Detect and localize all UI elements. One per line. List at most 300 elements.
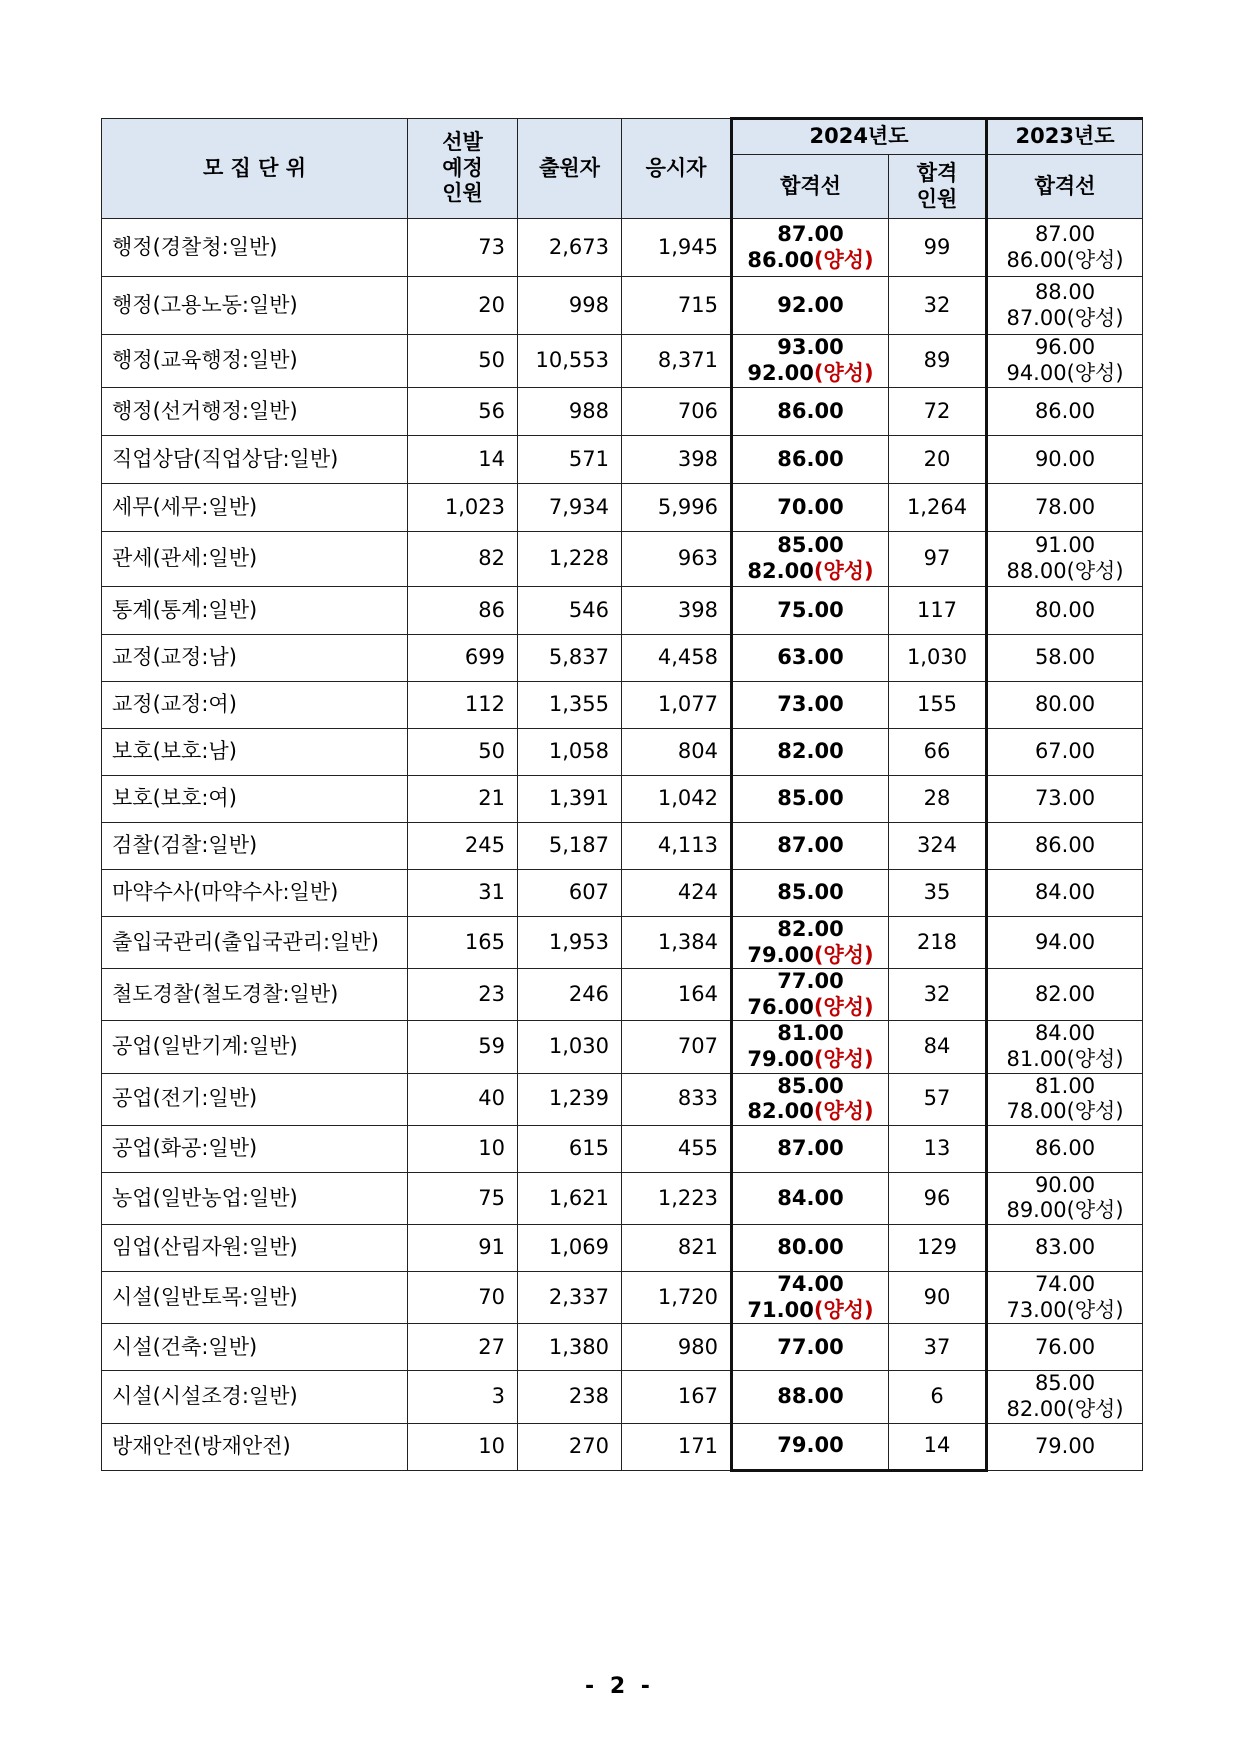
cutoff-2024 bbox=[732, 917, 889, 969]
planned-count: 23 bbox=[408, 969, 518, 1021]
unit-name: 공업(화공:일반) bbox=[102, 1125, 408, 1172]
results-table-container bbox=[101, 117, 1142, 1472]
table-row bbox=[102, 969, 1143, 1021]
cutoff-2024-value: 93.00 bbox=[777, 335, 844, 360]
results-table bbox=[101, 117, 1143, 1472]
planned-count: 73 bbox=[408, 219, 518, 277]
cutoff-2023-value: 79.00 bbox=[1034, 1433, 1096, 1458]
passers-2024: 96 bbox=[889, 1172, 987, 1224]
takers-count: 398 bbox=[622, 587, 732, 635]
cutoff-2024-gender-score: 82.00 bbox=[747, 559, 814, 583]
passers-2024: 32 bbox=[889, 969, 987, 1021]
table-row bbox=[102, 1324, 1143, 1371]
cutoff-2024 bbox=[732, 823, 889, 870]
cutoff-2023-gender-value: 88.00(양성) bbox=[1006, 559, 1124, 583]
gender-balance-tag: (양성) bbox=[813, 1047, 874, 1072]
unit-name: 농업(일반농업:일반) bbox=[102, 1172, 408, 1224]
cutoff-2023-value: 80.00 bbox=[1034, 692, 1096, 717]
passers-2024: 129 bbox=[889, 1225, 987, 1272]
cutoff-2024 bbox=[732, 870, 889, 917]
cutoff-2023 bbox=[987, 335, 1143, 388]
cutoff-2023-value: 90.00 bbox=[1034, 446, 1096, 471]
cutoff-2023 bbox=[987, 1324, 1143, 1371]
takers-count: 1,223 bbox=[622, 1172, 732, 1224]
unit-name: 행정(경찰청:일반) bbox=[102, 219, 408, 277]
cutoff-2023-value: 84.00 bbox=[1034, 880, 1096, 905]
cutoff-2023-value: 96.00 bbox=[1034, 335, 1096, 360]
cutoff-2023-value: 58.00 bbox=[1034, 645, 1096, 670]
unit-name: 보호(보호:남) bbox=[102, 729, 408, 776]
table-row bbox=[102, 635, 1143, 682]
unit-name: 행정(교육행정:일반) bbox=[102, 335, 408, 388]
cutoff-2023-value: 76.00 bbox=[1034, 1334, 1096, 1359]
applicants-count: 5,187 bbox=[518, 823, 622, 870]
cutoff-2024-gender-score: 71.00 bbox=[747, 1297, 814, 1322]
passers-2024: 99 bbox=[889, 219, 987, 277]
table-row bbox=[102, 219, 1143, 277]
cutoff-2024-value: 80.00 bbox=[777, 1235, 844, 1260]
unit-name: 방재안전(방재안전) bbox=[102, 1423, 408, 1470]
planned-count: 31 bbox=[408, 870, 518, 917]
planned-count: 14 bbox=[408, 436, 518, 484]
cutoff-2024-value: 85.00 bbox=[777, 786, 844, 811]
cutoff-2023 bbox=[987, 776, 1143, 823]
cutoff-2023 bbox=[987, 870, 1143, 917]
cutoff-2024 bbox=[732, 969, 889, 1021]
applicants-count: 238 bbox=[518, 1371, 622, 1423]
applicants-count: 7,934 bbox=[518, 484, 622, 532]
cutoff-2023 bbox=[987, 1125, 1143, 1172]
passers-2024: 89 bbox=[889, 335, 987, 388]
cutoff-2024-value: 75.00 bbox=[777, 597, 844, 622]
gender-balance-tag: (양성) bbox=[813, 1297, 874, 1322]
cutoff-2023-value: 73.00 bbox=[1034, 786, 1096, 811]
cutoff-2023 bbox=[987, 1272, 1143, 1324]
gender-balance-tag: (양성) bbox=[813, 942, 874, 967]
takers-count: 455 bbox=[622, 1125, 732, 1172]
header-planned-line-2: 예정 bbox=[442, 155, 483, 180]
cutoff-2024-value: 63.00 bbox=[777, 645, 844, 670]
unit-name: 임업(산림자원:일반) bbox=[102, 1225, 408, 1272]
cutoff-2024-gender-value bbox=[733, 943, 888, 969]
unit-name: 직업상담(직업상담:일반) bbox=[102, 436, 408, 484]
cutoff-2024-gender-score: 82.00 bbox=[747, 1099, 814, 1124]
passers-2024: 84 bbox=[889, 1021, 987, 1073]
cutoff-2023-value: 83.00 bbox=[1034, 1235, 1096, 1260]
table-body bbox=[102, 219, 1143, 1471]
applicants-count: 1,953 bbox=[518, 917, 622, 969]
cutoff-2023 bbox=[987, 917, 1143, 969]
takers-count: 5,996 bbox=[622, 484, 732, 532]
planned-count: 56 bbox=[408, 388, 518, 436]
unit-name: 시설(시설조경:일반) bbox=[102, 1371, 408, 1423]
cutoff-2024 bbox=[732, 1423, 889, 1470]
cutoff-2023 bbox=[987, 1371, 1143, 1423]
table-row bbox=[102, 870, 1143, 917]
table-header bbox=[102, 119, 1143, 219]
passers-2024: 72 bbox=[889, 388, 987, 436]
header-takers: 응시자 bbox=[622, 119, 732, 219]
table-row bbox=[102, 1073, 1143, 1125]
cutoff-2024 bbox=[732, 532, 889, 587]
planned-count: 20 bbox=[408, 277, 518, 335]
cutoff-2023-value: 94.00 bbox=[1034, 929, 1096, 954]
cutoff-2024 bbox=[732, 1172, 889, 1224]
planned-count: 86 bbox=[408, 587, 518, 635]
passers-2024: 14 bbox=[889, 1423, 987, 1470]
table-row bbox=[102, 1423, 1143, 1470]
planned-count: 165 bbox=[408, 917, 518, 969]
applicants-count: 1,621 bbox=[518, 1172, 622, 1224]
cutoff-2024 bbox=[732, 335, 889, 388]
planned-count: 3 bbox=[408, 1371, 518, 1423]
header-year-2024: 2024년도 bbox=[732, 119, 987, 155]
table-row bbox=[102, 277, 1143, 335]
cutoff-2023 bbox=[987, 635, 1143, 682]
planned-count: 50 bbox=[408, 335, 518, 388]
passers-2024: 13 bbox=[889, 1125, 987, 1172]
takers-count: 963 bbox=[622, 532, 732, 587]
table-row bbox=[102, 532, 1143, 587]
cutoff-2024-value: 84.00 bbox=[777, 1185, 844, 1210]
unit-name: 철도경찰(철도경찰:일반) bbox=[102, 969, 408, 1021]
table-row bbox=[102, 484, 1143, 532]
cutoff-2024-gender-value bbox=[733, 1047, 888, 1073]
passers-2024: 324 bbox=[889, 823, 987, 870]
cutoff-2024-gender-score: 86.00 bbox=[747, 247, 814, 272]
cutoff-2023-value: 86.00 bbox=[1034, 398, 1096, 423]
applicants-count: 270 bbox=[518, 1423, 622, 1470]
table-row bbox=[102, 1125, 1143, 1172]
cutoff-2023 bbox=[987, 969, 1143, 1021]
cutoff-2024-value: 92.00 bbox=[777, 292, 844, 317]
takers-count: 980 bbox=[622, 1324, 732, 1371]
applicants-count: 607 bbox=[518, 870, 622, 917]
gender-balance-tag: (양성) bbox=[813, 559, 874, 583]
applicants-count: 1,391 bbox=[518, 776, 622, 823]
cutoff-2023 bbox=[987, 388, 1143, 436]
unit-name: 공업(전기:일반) bbox=[102, 1073, 408, 1125]
header-planned-line-1: 선발 bbox=[442, 130, 483, 155]
planned-count: 21 bbox=[408, 776, 518, 823]
applicants-count: 615 bbox=[518, 1125, 622, 1172]
unit-name: 시설(일반토목:일반) bbox=[102, 1272, 408, 1324]
cutoff-2023-gender-value: 94.00(양성) bbox=[1006, 361, 1124, 385]
passers-2024: 117 bbox=[889, 587, 987, 635]
cutoff-2024-value: 86.00 bbox=[777, 398, 844, 423]
cutoff-2024-value: 85.00 bbox=[777, 880, 844, 905]
applicants-count: 998 bbox=[518, 277, 622, 335]
header-planned-line-3: 인원 bbox=[442, 181, 483, 206]
planned-count: 1,023 bbox=[408, 484, 518, 532]
table-row bbox=[102, 729, 1143, 776]
applicants-count: 1,239 bbox=[518, 1073, 622, 1125]
cutoff-2023-gender-value: 73.00(양성) bbox=[1006, 1297, 1124, 1322]
planned-count: 82 bbox=[408, 532, 518, 587]
takers-count: 8,371 bbox=[622, 335, 732, 388]
unit-name: 행정(선거행정:일반) bbox=[102, 388, 408, 436]
planned-count: 70 bbox=[408, 1272, 518, 1324]
takers-count: 4,458 bbox=[622, 635, 732, 682]
cutoff-2023 bbox=[987, 682, 1143, 729]
header-cutoff-2023: 합격선 bbox=[987, 155, 1143, 219]
unit-name: 검찰(검찰:일반) bbox=[102, 823, 408, 870]
takers-count: 398 bbox=[622, 436, 732, 484]
unit-name: 시설(건축:일반) bbox=[102, 1324, 408, 1371]
unit-name: 공업(일반기계:일반) bbox=[102, 1021, 408, 1073]
header-unit: 모 집 단 위 bbox=[102, 119, 408, 219]
cutoff-2024 bbox=[732, 277, 889, 335]
cutoff-2024-value: 85.00 bbox=[777, 1073, 844, 1098]
takers-count: 171 bbox=[622, 1423, 732, 1470]
unit-name: 통계(통계:일반) bbox=[102, 587, 408, 635]
cutoff-2023 bbox=[987, 729, 1143, 776]
takers-count: 833 bbox=[622, 1073, 732, 1125]
takers-count: 1,042 bbox=[622, 776, 732, 823]
cutoff-2023-value: 82.00 bbox=[1034, 982, 1096, 1007]
cutoff-2024-gender-score: 79.00 bbox=[747, 1047, 814, 1072]
cutoff-2023-gender-value: 87.00(양성) bbox=[1006, 305, 1124, 330]
takers-count: 424 bbox=[622, 870, 732, 917]
planned-count: 40 bbox=[408, 1073, 518, 1125]
cutoff-2023-value: 85.00 bbox=[1034, 1371, 1096, 1396]
cutoff-2024-gender-value bbox=[733, 361, 888, 387]
applicants-count: 571 bbox=[518, 436, 622, 484]
cutoff-2023 bbox=[987, 1021, 1143, 1073]
header-year-2023: 2023년도 bbox=[987, 119, 1143, 155]
cutoff-2024 bbox=[732, 1272, 889, 1324]
cutoff-2023-value: 90.00 bbox=[1034, 1172, 1096, 1197]
cutoff-2023 bbox=[987, 1225, 1143, 1272]
planned-count: 75 bbox=[408, 1172, 518, 1224]
table-row bbox=[102, 776, 1143, 823]
takers-count: 164 bbox=[622, 969, 732, 1021]
passers-2024: 155 bbox=[889, 682, 987, 729]
cutoff-2023 bbox=[987, 1073, 1143, 1125]
takers-count: 707 bbox=[622, 1021, 732, 1073]
passers-2024: 97 bbox=[889, 532, 987, 587]
cutoff-2023-gender-value: 86.00(양성) bbox=[1006, 247, 1124, 272]
header-applicants: 출원자 bbox=[518, 119, 622, 219]
cutoff-2023-gender-value: 81.00(양성) bbox=[1006, 1047, 1124, 1072]
cutoff-2023 bbox=[987, 436, 1143, 484]
cutoff-2024 bbox=[732, 436, 889, 484]
unit-name: 관세(관세:일반) bbox=[102, 532, 408, 587]
cutoff-2024-gender-value bbox=[733, 559, 888, 585]
takers-count: 4,113 bbox=[622, 823, 732, 870]
cutoff-2023-value: 80.00 bbox=[1034, 597, 1096, 622]
cutoff-2023 bbox=[987, 823, 1143, 870]
planned-count: 699 bbox=[408, 635, 518, 682]
passers-2024: 35 bbox=[889, 870, 987, 917]
cutoff-2024-value: 87.00 bbox=[777, 221, 844, 246]
cutoff-2024-value: 87.00 bbox=[777, 1136, 844, 1161]
planned-count: 112 bbox=[408, 682, 518, 729]
table-row bbox=[102, 388, 1143, 436]
cutoff-2023-value: 86.00 bbox=[1034, 1136, 1096, 1161]
passers-2024: 20 bbox=[889, 436, 987, 484]
cutoff-2023 bbox=[987, 1172, 1143, 1224]
passers-2024: 37 bbox=[889, 1324, 987, 1371]
applicants-count: 246 bbox=[518, 969, 622, 1021]
applicants-count: 1,030 bbox=[518, 1021, 622, 1073]
cutoff-2024 bbox=[732, 484, 889, 532]
cutoff-2023 bbox=[987, 1423, 1143, 1470]
cutoff-2024-value: 81.00 bbox=[777, 1021, 844, 1046]
cutoff-2024 bbox=[732, 1021, 889, 1073]
cutoff-2024 bbox=[732, 1125, 889, 1172]
cutoff-2024-value: 82.00 bbox=[777, 917, 844, 941]
passers-2024: 66 bbox=[889, 729, 987, 776]
cutoff-2024-value: 77.00 bbox=[777, 969, 844, 994]
applicants-count: 988 bbox=[518, 388, 622, 436]
cutoff-2024-value: 73.00 bbox=[777, 692, 844, 717]
takers-count: 1,384 bbox=[622, 917, 732, 969]
cutoff-2024-gender-value bbox=[733, 1099, 888, 1125]
table-row bbox=[102, 682, 1143, 729]
passers-2024: 6 bbox=[889, 1371, 987, 1423]
applicants-count: 2,337 bbox=[518, 1272, 622, 1324]
table-row bbox=[102, 1225, 1143, 1272]
cutoff-2023 bbox=[987, 219, 1143, 277]
gender-balance-tag: (양성) bbox=[813, 994, 874, 1019]
cutoff-2024-gender-score: 79.00 bbox=[747, 942, 814, 967]
passers-2024: 32 bbox=[889, 277, 987, 335]
applicants-count: 1,380 bbox=[518, 1324, 622, 1371]
applicants-count: 1,058 bbox=[518, 729, 622, 776]
unit-name: 마약수사(마약수사:일반) bbox=[102, 870, 408, 917]
header-passers-line-2: 인원 bbox=[916, 186, 958, 211]
takers-count: 1,077 bbox=[622, 682, 732, 729]
table-row bbox=[102, 1371, 1143, 1423]
cutoff-2024-value: 79.00 bbox=[777, 1433, 844, 1458]
planned-count: 91 bbox=[408, 1225, 518, 1272]
passers-2024: 28 bbox=[889, 776, 987, 823]
cutoff-2023-value: 74.00 bbox=[1034, 1272, 1096, 1297]
takers-count: 715 bbox=[622, 277, 732, 335]
takers-count: 1,720 bbox=[622, 1272, 732, 1324]
cutoff-2023-value: 87.00 bbox=[1034, 221, 1096, 246]
unit-name: 보호(보호:여) bbox=[102, 776, 408, 823]
planned-count: 10 bbox=[408, 1125, 518, 1172]
applicants-count: 10,553 bbox=[518, 335, 622, 388]
table-row bbox=[102, 1172, 1143, 1224]
cutoff-2023-gender-value: 78.00(양성) bbox=[1006, 1099, 1124, 1124]
planned-count: 27 bbox=[408, 1324, 518, 1371]
applicants-count: 1,228 bbox=[518, 532, 622, 587]
gender-balance-tag: (양성) bbox=[813, 361, 874, 385]
takers-count: 167 bbox=[622, 1371, 732, 1423]
planned-count: 10 bbox=[408, 1423, 518, 1470]
cutoff-2024-value: 88.00 bbox=[777, 1384, 844, 1409]
cutoff-2024 bbox=[732, 587, 889, 635]
planned-count: 59 bbox=[408, 1021, 518, 1073]
cutoff-2024 bbox=[732, 776, 889, 823]
planned-count: 50 bbox=[408, 729, 518, 776]
applicants-count: 546 bbox=[518, 587, 622, 635]
cutoff-2023 bbox=[987, 532, 1143, 587]
header-passers-2024 bbox=[889, 155, 987, 219]
table-row bbox=[102, 1272, 1143, 1324]
cutoff-2023-value: 78.00 bbox=[1034, 494, 1096, 519]
takers-count: 804 bbox=[622, 729, 732, 776]
gender-balance-tag: (양성) bbox=[813, 247, 874, 272]
page-number: - 2 - bbox=[585, 1674, 654, 1699]
applicants-count: 1,069 bbox=[518, 1225, 622, 1272]
passers-2024: 57 bbox=[889, 1073, 987, 1125]
cutoff-2023-value: 84.00 bbox=[1034, 1021, 1096, 1046]
applicants-count: 2,673 bbox=[518, 219, 622, 277]
takers-count: 821 bbox=[622, 1225, 732, 1272]
cutoff-2024-gender-score: 92.00 bbox=[747, 361, 814, 385]
table-row bbox=[102, 1021, 1143, 1073]
cutoff-2024-value: 82.00 bbox=[777, 739, 844, 764]
takers-count: 1,945 bbox=[622, 219, 732, 277]
cutoff-2024-gender-value bbox=[733, 995, 888, 1021]
cutoff-2024-value: 77.00 bbox=[777, 1334, 844, 1359]
unit-name: 교정(교정:남) bbox=[102, 635, 408, 682]
passers-2024: 1,030 bbox=[889, 635, 987, 682]
cutoff-2023-value: 67.00 bbox=[1034, 739, 1096, 764]
cutoff-2024 bbox=[732, 729, 889, 776]
unit-name: 교정(교정:여) bbox=[102, 682, 408, 729]
table-row bbox=[102, 917, 1143, 969]
cutoff-2024 bbox=[732, 1225, 889, 1272]
header-passers-line-1: 합격 bbox=[916, 160, 958, 185]
planned-count: 245 bbox=[408, 823, 518, 870]
unit-name: 행정(고용노동:일반) bbox=[102, 277, 408, 335]
cutoff-2024-value: 70.00 bbox=[777, 494, 844, 519]
takers-count: 706 bbox=[622, 388, 732, 436]
header-cutoff-2024: 합격선 bbox=[732, 155, 889, 219]
applicants-count: 1,355 bbox=[518, 682, 622, 729]
passers-2024: 218 bbox=[889, 917, 987, 969]
cutoff-2024-value: 85.00 bbox=[777, 533, 844, 558]
cutoff-2024 bbox=[732, 1324, 889, 1371]
cutoff-2024 bbox=[732, 1371, 889, 1423]
cutoff-2023 bbox=[987, 277, 1143, 335]
cutoff-2023-value: 86.00 bbox=[1034, 833, 1096, 858]
cutoff-2024 bbox=[732, 682, 889, 729]
cutoff-2024-value: 74.00 bbox=[777, 1272, 844, 1297]
cutoff-2023 bbox=[987, 484, 1143, 532]
cutoff-2024 bbox=[732, 219, 889, 277]
cutoff-2024 bbox=[732, 1073, 889, 1125]
cutoff-2024-gender-value bbox=[733, 248, 888, 274]
table-row bbox=[102, 335, 1143, 388]
cutoff-2023-value: 88.00 bbox=[1034, 279, 1096, 304]
header-planned bbox=[408, 119, 518, 219]
table-row bbox=[102, 823, 1143, 870]
passers-2024: 90 bbox=[889, 1272, 987, 1324]
cutoff-2023-value: 91.00 bbox=[1034, 533, 1096, 558]
cutoff-2024-value: 86.00 bbox=[777, 446, 844, 471]
cutoff-2023 bbox=[987, 587, 1143, 635]
cutoff-2024-gender-score: 76.00 bbox=[747, 994, 814, 1019]
cutoff-2023-value: 81.00 bbox=[1034, 1073, 1096, 1098]
cutoff-2024-gender-value bbox=[733, 1298, 888, 1324]
gender-balance-tag: (양성) bbox=[813, 1099, 874, 1124]
cutoff-2023-gender-value: 89.00(양성) bbox=[1006, 1198, 1124, 1223]
cutoff-2024 bbox=[732, 388, 889, 436]
passers-2024: 1,264 bbox=[889, 484, 987, 532]
cutoff-2023-gender-value: 82.00(양성) bbox=[1006, 1396, 1124, 1421]
cutoff-2024-value: 87.00 bbox=[777, 833, 844, 858]
unit-name: 세무(세무:일반) bbox=[102, 484, 408, 532]
unit-name: 출입국관리(출입국관리:일반) bbox=[102, 917, 408, 969]
applicants-count: 5,837 bbox=[518, 635, 622, 682]
cutoff-2024 bbox=[732, 635, 889, 682]
